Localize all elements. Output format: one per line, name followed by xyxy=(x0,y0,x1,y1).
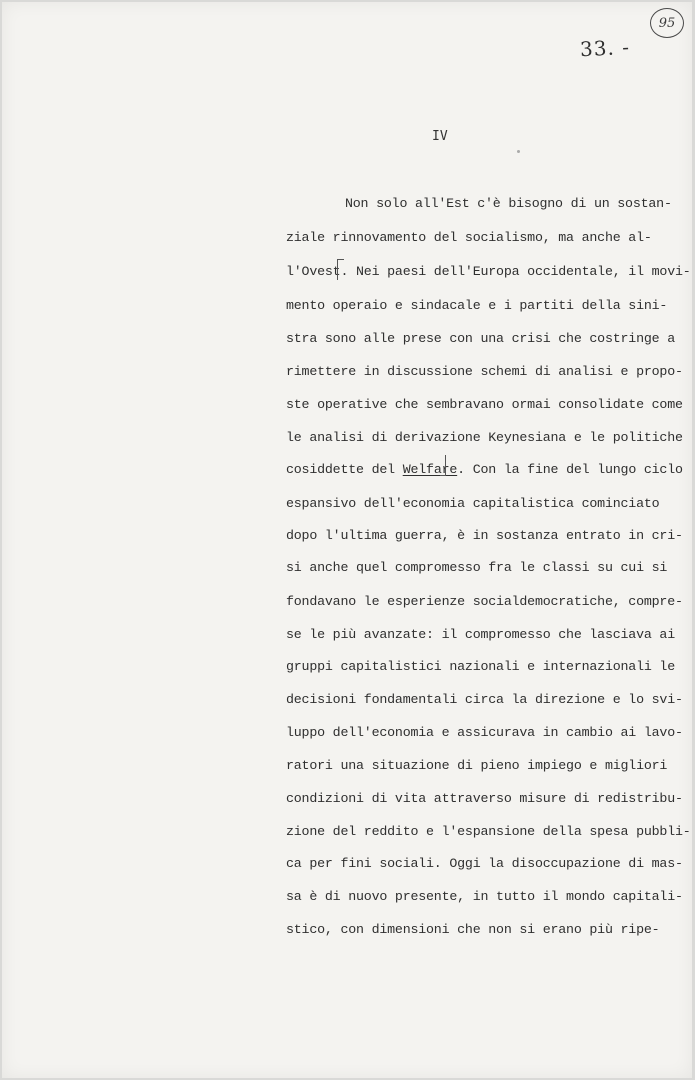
archive-stamp xyxy=(650,8,684,38)
text-line xyxy=(286,462,683,477)
text-line: sa è di nuovo presente, in tutto il mondo capitali- xyxy=(286,889,683,904)
archive-stamp-number: 95 xyxy=(658,15,676,31)
text-line-start: cosiddette del xyxy=(286,462,403,477)
paper-speck xyxy=(517,150,520,153)
margin-bracket-open xyxy=(337,259,344,280)
chapter-heading: IV xyxy=(432,129,448,144)
text-line: stra sono alle prese con una crisi che costringe a xyxy=(286,331,675,346)
text-line: decisioni fondamentali circa la direzione e lo svi- xyxy=(286,692,683,707)
text-line: zione del reddito e l'espansione della spesa pubbli- xyxy=(286,824,691,839)
text-line: gruppi capitalistici nazionali e internazionali le xyxy=(286,659,675,674)
text-line: ste operative che sembravano ormai consolidate come xyxy=(286,397,683,412)
text-line: espansivo dell'economia capitalistica cominciato xyxy=(286,496,660,511)
text-line: rimettere in discussione schemi di analisi e propo- xyxy=(286,364,683,379)
text-line: le analisi di derivazione Keynesiana e le politiche xyxy=(286,430,683,445)
text-line: stico, con dimensioni che non si erano più ripe- xyxy=(286,922,660,937)
document-page xyxy=(2,2,692,1078)
text-line: ratori una situazione di pieno impiego e migliori xyxy=(286,758,668,773)
margin-bracket-close xyxy=(440,455,446,476)
text-line: luppo dell'economia e assicurava in cambio ai lavo- xyxy=(286,725,683,740)
page-number: 33. - xyxy=(579,34,631,62)
text-line: dopo l'ultima guerra, è in sostanza entrato in cri- xyxy=(286,528,683,543)
text-line: condizioni di vita attraverso misure di redistribu- xyxy=(286,791,683,806)
text-line: Non solo all'Est c'è bisogno di un sostan- xyxy=(345,196,672,211)
text-line: se le più avanzate: il compromesso che lasciava ai xyxy=(286,627,675,642)
text-line: ca per fini sociali. Oggi la disoccupazione di mas- xyxy=(286,856,683,871)
text-line: ziale rinnovamento del socialismo, ma anche al- xyxy=(286,230,652,245)
text-line: fondavano le esperienze socialdemocratiche, compre- xyxy=(286,594,683,609)
text-line: l'Ovest. Nei paesi dell'Europa occidentale, il movi- xyxy=(286,264,691,279)
text-line: si anche quel compromesso fra le classi su cui si xyxy=(286,560,668,575)
text-line: mento operaio e sindacale e i partiti della sini- xyxy=(286,298,668,313)
text-line-end: . Con la fine del lungo ciclo xyxy=(457,462,683,477)
welfare-underlined: Welfare xyxy=(402,462,458,477)
